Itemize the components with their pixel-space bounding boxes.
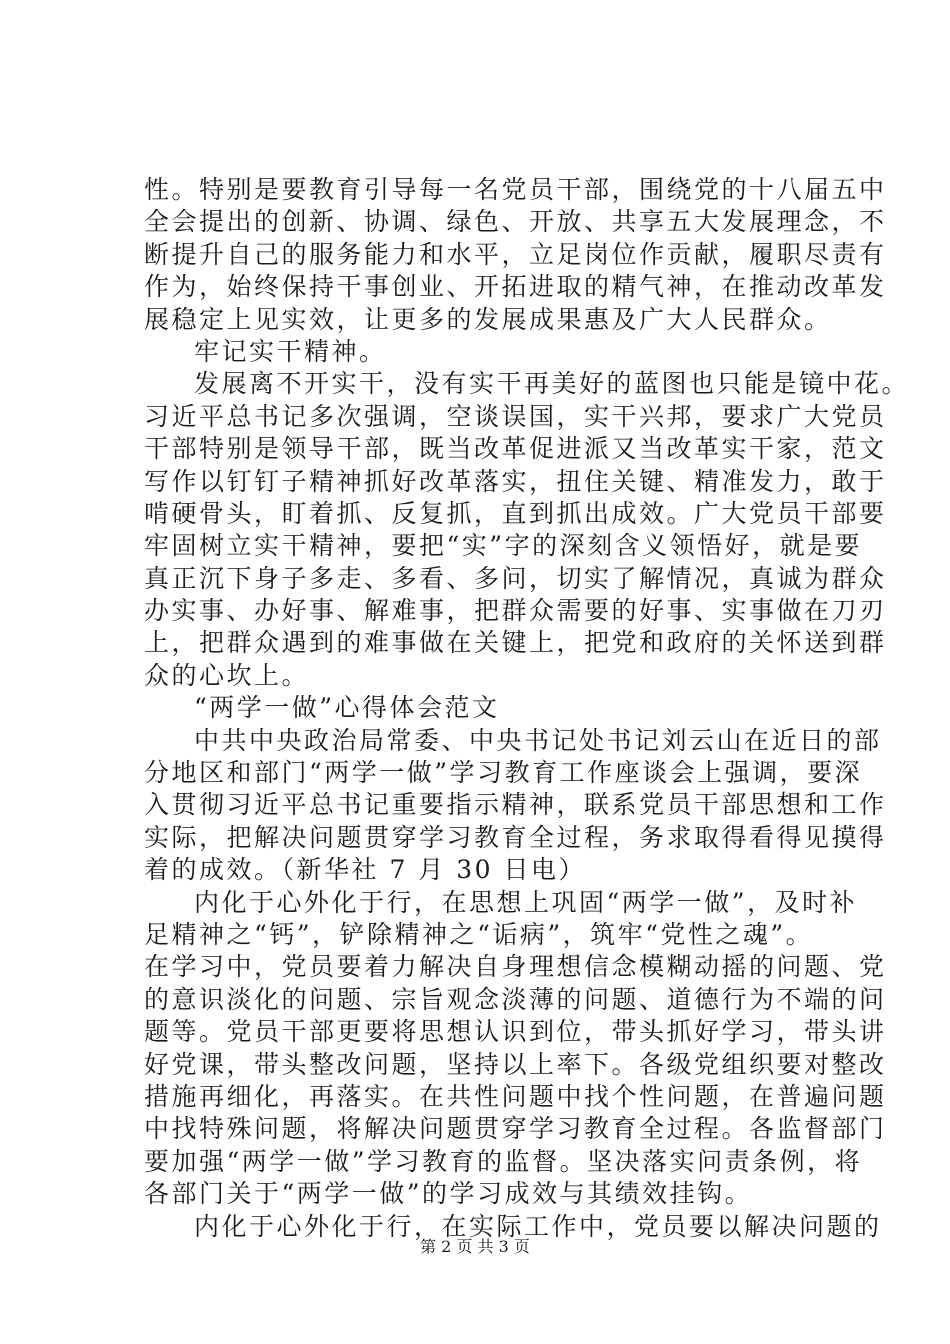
text-line: 作为，始终保持干事创业、开拓进取的精气神，在推动改革发 [144, 272, 887, 302]
text-line: 中找特殊问题，将解决问题贯穿学习教育全过程。各监督部门 [144, 1114, 887, 1144]
text-line: 在学习中，党员要着力解决自身理想信念模糊动摇的问题、党 [144, 952, 887, 982]
text-line: 牢记实干精神。 [194, 336, 387, 366]
text-line: 分地区和部门“两学一做”学习教育工作座谈会上强调，要深 [144, 758, 863, 788]
text-line: 干部特别是领导干部，既当改革促进派又当改革实干家，范文 [144, 434, 887, 464]
text-line: 内化于心外化于行，在思想上巩固“两学一做”，及时补 [194, 887, 858, 917]
text-line: 牢固树立实干精神，要把“实”字的深刻含义领悟好，就是要 [144, 531, 863, 561]
text-line: 着的成效。（新华社 7 月 30 日电） [144, 855, 587, 885]
text-line: 上，把群众遇到的难事做在关键上，把党和政府的关怀送到群 [144, 628, 887, 658]
document-body [144, 174, 910, 1243]
text-line: 全会提出的创新、协调、绿色、开放、共享五大发展理念，不 [144, 207, 887, 237]
text-line: 习近平总书记多次强调，空谈误国，实干兴邦，要求广大党员 [144, 401, 887, 431]
text-line: 内化于心外化于行，在实际工作中，党员要以解决问题的 [194, 1211, 882, 1241]
text-line: 入贯彻习近平总书记重要指示精神，联系党员干部思想和工作 [144, 790, 887, 820]
text-line: 实际，把解决问题贯穿学习教育全过程，务求取得看得见摸得 [144, 822, 887, 852]
text-line: 展稳定上见实效，让更多的发展成果惠及广大人民群众。 [144, 304, 832, 334]
text-line: 要加强“两学一做”学习教育的监督。坚决落实问责条例，将 [144, 1146, 863, 1176]
text-line: 众的心坎上。 [144, 660, 310, 690]
text-line: 措施再细化，再落实。在共性问题中找个性问题，在普遍问题 [144, 1081, 887, 1111]
text-line: 发展离不开实干，没有实干再美好的蓝图也只能是镜中花。 [194, 369, 910, 399]
text-line: “两学一做”心得体会范文 [194, 693, 500, 723]
text-line: 真正沉下身子多走、多看、多问，切实了解情况，真诚为群众 [144, 563, 887, 593]
text-line: 性。特别是要教育引导每一名党员干部，围绕党的十八届五中 [144, 175, 887, 204]
text-line: 好党课，带头整改问题，坚持以上率下。各级党组织要对整改 [144, 1049, 887, 1079]
text-line: 各部门关于“两学一做”的学习成效与其绩效挂钩。 [144, 1179, 753, 1209]
text-line: 办实事、办好事、解难事，把群众需要的好事、实事做在刀刃 [144, 596, 887, 626]
page-footer: 第 2 页 共 3 页 [420, 1237, 530, 1256]
text-line: 断提升自己的服务能力和水平，立足岗位作贡献，履职尽责有 [144, 239, 887, 269]
text-line: 足精神之“钙”，铲除精神之“诟病”，筑牢“党性之魂”。 [144, 919, 814, 949]
text-line: 写作以钉钉子精神抓好改革落实，扭住关键、精准发力，敢于 [144, 466, 887, 496]
text-line: 啃硬骨头，盯着抓、反复抓，直到抓出成效。广大党员干部要 [144, 498, 887, 528]
text-line: 中共中央政治局常委、中央书记处书记刘云山在近日的部 [194, 725, 882, 755]
text-line: 题等。党员干部更要将思想认识到位，带头抓好学习，带头讲 [144, 1017, 887, 1047]
text-line: 的意识淡化的问题、宗旨观念淡薄的问题、道德行为不端的问 [144, 984, 887, 1014]
